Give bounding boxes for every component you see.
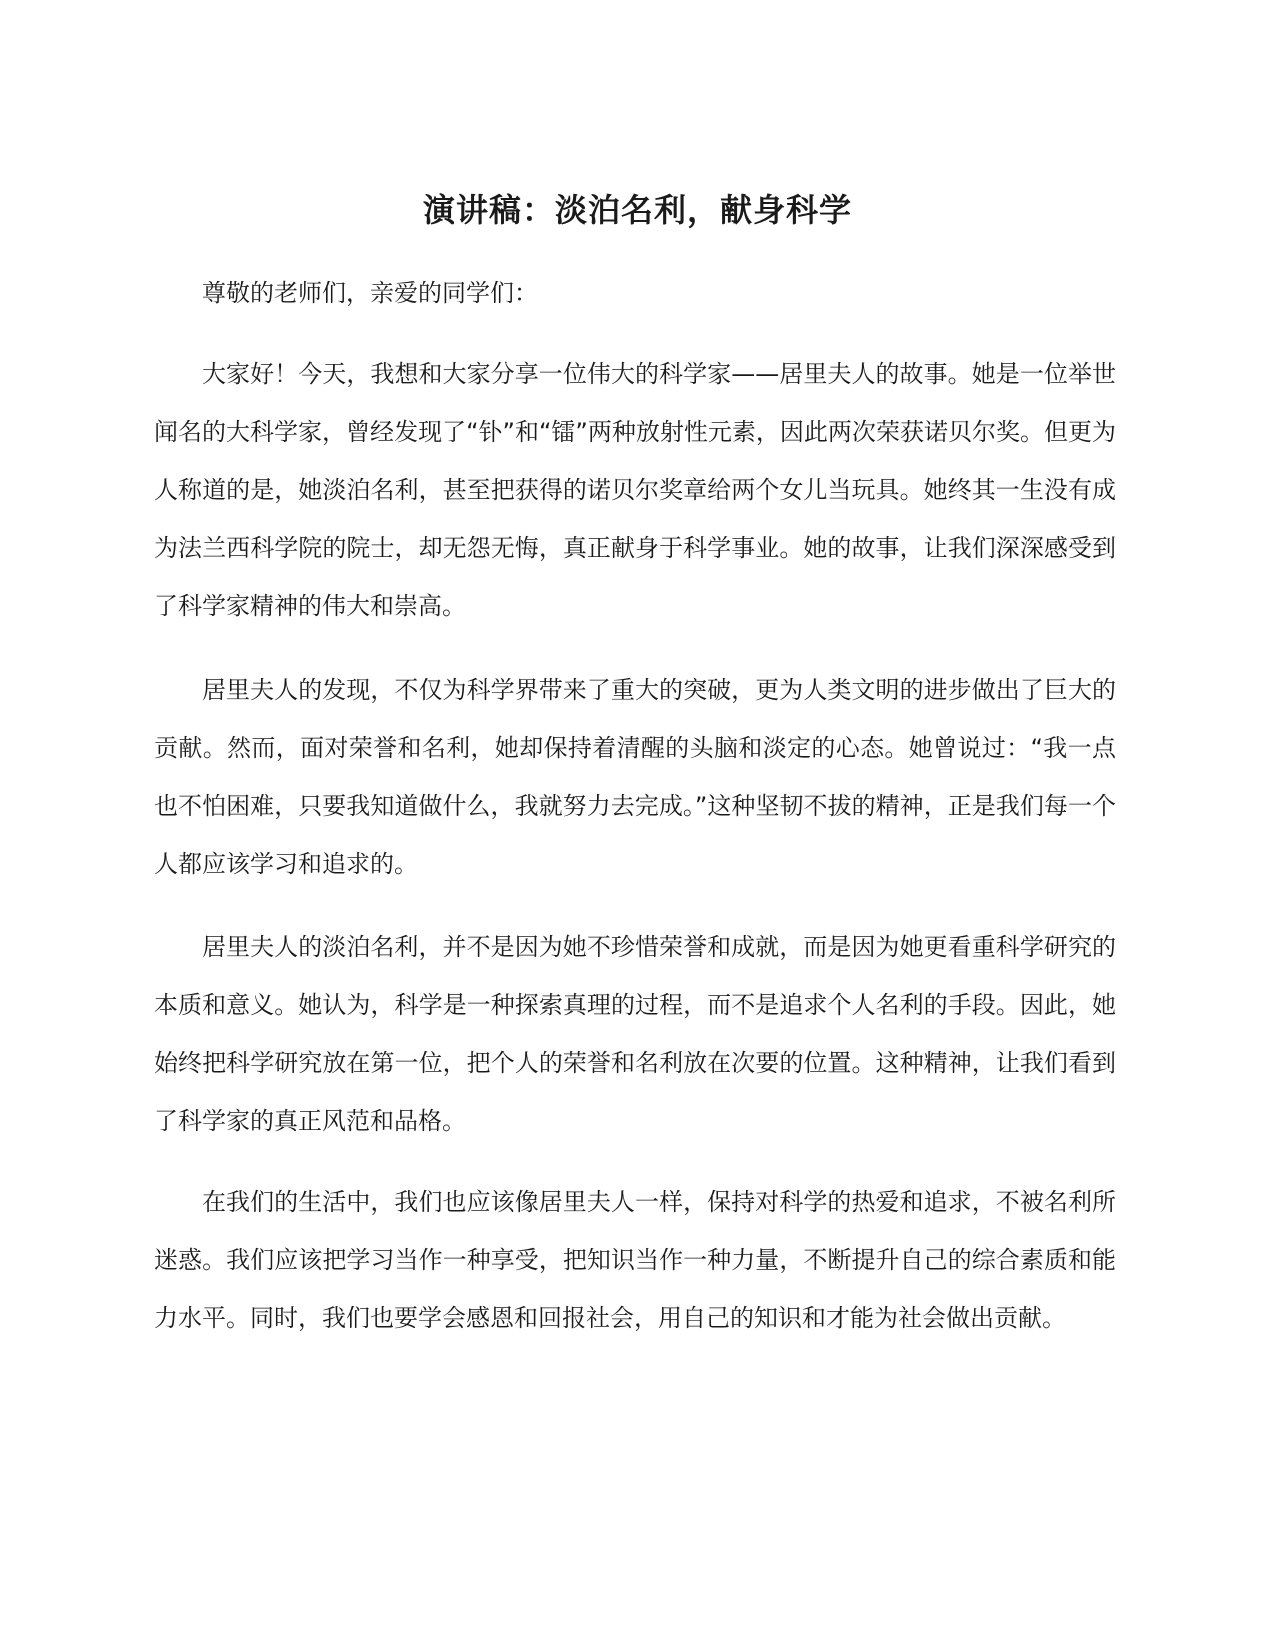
- paragraph-1: 大家好！今天，我想和大家分享一位伟大的科学家——居里夫人的故事。她是一位举世闻名的大科学家，曾经发现了“钋”和“镭”两种放射性元素，因此两次荣获诺贝尔奖。但更为人称道的是，她淡泊名利，甚至把获得的诺贝尔奖章给两个女儿当玩具。她终其一生没有成为法兰西科学院的院士，却无怨无悔，真正献身于科学事业。她的故事，让我们深深感受到了科学家精神的伟大和崇高。: [154, 360, 1116, 620]
- paragraph-2: 居里夫人的发现，不仅为科学界带来了重大的突破，更为人类文明的进步做出了巨大的贡献。然而，面对荣誉和名利，她却保持着清醒的头脑和淡定的心态。她曾说过：“我一点也不怕困难，只要我知道做什么，我就努力去完成。”这种坚韧不拔的精神，正是我们每一个人都应该学习和追求的。: [154, 676, 1116, 878]
- paragraph-4: 在我们的生活中，我们也应该像居里夫人一样，保持对科学的热爱和追求，不被名利所迷惑。我们应该把学习当作一种享受，把知识当作一种力量，不断提升自己的综合素质和能力水平。同时，我们也要学会感恩和回报社会，用自己的知识和才能为社会做出贡献。: [154, 1188, 1116, 1332]
- salutation: 尊敬的老师们，亲爱的同学们：: [202, 279, 538, 307]
- paragraph-3: 居里夫人的淡泊名利，并不是因为她不珍惜荣誉和成就，而是因为她更看重科学研究的本质和意义。她认为，科学是一种探索真理的过程，而不是追求个人名利的手段。因此，她始终把科学研究放在第一位，把个人的荣誉和名利放在次要的位置。这种精神，让我们看到了科学家的真正风范和品格。: [154, 933, 1116, 1135]
- page-title: 演讲稿：淡泊名利，献身科学: [422, 191, 852, 229]
